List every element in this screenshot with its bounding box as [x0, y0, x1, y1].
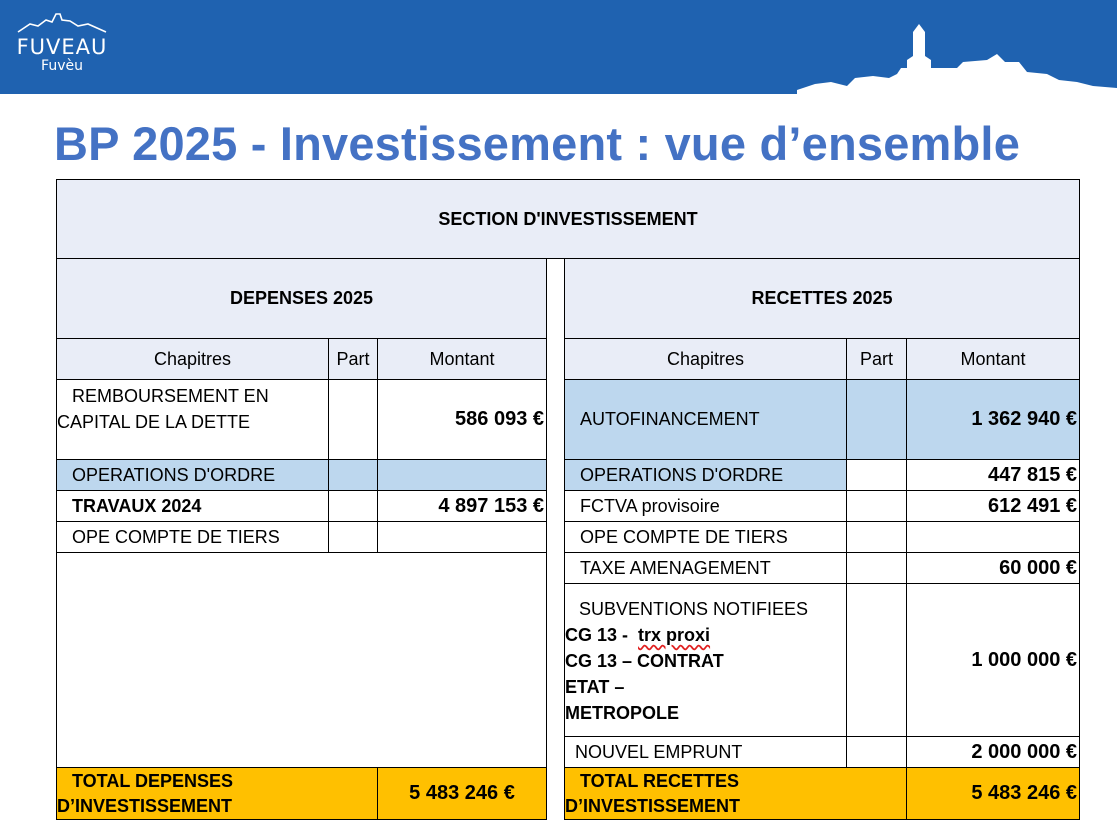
- depenses-operations-ordre-label: OPERATIONS D'ORDRE: [72, 464, 276, 485]
- village-outline-icon: [16, 12, 108, 34]
- subventions-etat: ETAT –: [565, 677, 625, 697]
- travaux-montant-value: 4 897 153 €: [438, 494, 544, 517]
- recettes-emprunt-montant: [906, 736, 1080, 768]
- subventions-metropole: METROPOLE: [565, 703, 680, 723]
- recettes-ope-compte-tiers-part: [846, 521, 907, 553]
- recettes-total-value: 5 483 246 €: [971, 782, 1077, 804]
- page-title: BP 2025 - Investissement : vue d’ensemble: [54, 117, 1021, 170]
- recettes-total-line2: D’INVESTISSEMENT: [565, 796, 741, 816]
- taxe-montant-value: 60 000 €: [999, 556, 1077, 579]
- depenses-total-label: [56, 767, 378, 820]
- depenses-ope-compte-tiers-montant: [377, 521, 547, 553]
- recettes-col-chapitres: [564, 338, 847, 380]
- recettes-fctva-part: [846, 490, 907, 522]
- recettes-total-label: [564, 767, 907, 820]
- fuveau-logo: [14, 12, 110, 84]
- village-skyline-icon: [797, 16, 1117, 94]
- recettes-col-chapitres-label: Chapitres: [666, 348, 745, 369]
- recettes-total-line1: TOTAL RECETTES: [580, 771, 740, 791]
- recettes-ope-compte-tiers-montant: [906, 521, 1080, 553]
- depenses-col-montant-label: Montant: [429, 348, 495, 369]
- depenses-header: [56, 258, 547, 339]
- depenses-header-label: DEPENSES 2025: [229, 288, 374, 308]
- subventions-title: SUBVENTIONS NOTIFIEES: [579, 599, 809, 619]
- emprunt-montant-value: 2 000 000 €: [971, 740, 1077, 763]
- recettes-col-montant: [906, 338, 1080, 380]
- recettes-row-autofinancement: [564, 379, 847, 460]
- depenses-operations-ordre-part: [328, 459, 378, 491]
- emprunt-label: NOUVEL EMPRUNT: [575, 741, 743, 762]
- subventions-cg13-word: trx proxi: [638, 625, 711, 645]
- recettes-subventions-montant: [906, 583, 1080, 737]
- recettes-header-label: RECETTES 2025: [751, 288, 893, 308]
- depenses-total-line2: D’INVESTISSEMENT: [57, 796, 233, 816]
- depenses-row-operations-ordre: [56, 459, 329, 491]
- depenses-col-part-label: Part: [336, 348, 370, 369]
- depenses-travaux-montant: [377, 490, 547, 522]
- remboursement-line1: REMBOURSEMENT EN: [72, 386, 269, 406]
- depenses-travaux-part: [328, 490, 378, 522]
- depenses-row-remboursement: [56, 379, 329, 460]
- depenses-col-montant: [377, 338, 547, 380]
- depenses-col-chapitres: [56, 338, 329, 380]
- subventions-cg13-contrat: CG 13 – CONTRAT: [565, 651, 724, 671]
- depenses-col-part: [328, 338, 378, 380]
- recettes-col-part: [846, 338, 907, 380]
- recettes-operations-ordre-label: OPERATIONS D'ORDRE: [580, 464, 784, 485]
- recettes-emprunt-part: [846, 736, 907, 768]
- subventions-cg13-proxi: [565, 622, 846, 648]
- autofinancement-label: AUTOFINANCEMENT: [580, 409, 760, 429]
- taxe-label: TAXE AMENAGEMENT: [580, 557, 771, 578]
- recettes-operations-ordre-value: 447 815 €: [988, 463, 1077, 486]
- header-banner: [0, 0, 1117, 94]
- depenses-total-value: 5 483 246 €: [409, 782, 515, 804]
- depenses-row-travaux: [56, 490, 329, 522]
- recettes-taxe-montant: [906, 552, 1080, 584]
- fctva-montant-value: 612 491 €: [988, 494, 1077, 517]
- subventions-cg13-prefix: CG 13 -: [565, 625, 639, 645]
- recettes-row-fctva: [564, 490, 847, 522]
- recettes-autofinancement-montant: [906, 379, 1080, 460]
- recettes-row-ope-compte-tiers: [564, 521, 847, 553]
- recettes-ope-compte-tiers-label: OPE COMPTE DE TIERS: [580, 526, 788, 547]
- travaux-label: TRAVAUX 2024: [72, 495, 202, 516]
- depenses-total-montant: [377, 767, 547, 820]
- depenses-operations-ordre-montant: [377, 459, 547, 491]
- depenses-ope-compte-tiers-label: OPE COMPTE DE TIERS: [72, 526, 280, 547]
- recettes-autofinancement-part: [846, 379, 907, 460]
- autofinancement-montant-value: 1 362 940 €: [971, 408, 1077, 430]
- recettes-col-montant-label: Montant: [960, 348, 1026, 369]
- recettes-total-montant: [906, 767, 1080, 820]
- remboursement-line2: CAPITAL DE LA DETTE: [57, 412, 251, 432]
- section-header-label: SECTION D'INVESTISSEMENT: [438, 208, 698, 229]
- subventions-montant-value: 1 000 000 €: [971, 648, 1077, 671]
- logo-subtitle: Fuvèu: [41, 58, 83, 74]
- depenses-row-ope-compte-tiers: [56, 521, 329, 553]
- recettes-operations-ordre-montant: [906, 459, 1080, 491]
- logo-name: FUVEAU: [16, 35, 108, 59]
- recettes-subventions-part: [846, 583, 907, 737]
- recettes-row-operations-ordre: [564, 459, 847, 491]
- remboursement-montant-value: 586 093 €: [455, 408, 544, 430]
- recettes-row-subventions: [564, 583, 847, 737]
- depenses-empty-area: [56, 552, 547, 768]
- recettes-col-part-label: Part: [859, 348, 893, 369]
- depenses-total-line1: TOTAL DEPENSES: [72, 771, 234, 791]
- section-header: [56, 179, 1080, 259]
- recettes-row-emprunt: [564, 736, 847, 768]
- fctva-label: FCTVA provisoire: [580, 495, 720, 516]
- depenses-col-chapitres-label: Chapitres: [153, 348, 232, 369]
- depenses-remboursement-part: [328, 379, 378, 460]
- recettes-header: [564, 258, 1080, 339]
- depenses-ope-compte-tiers-part: [328, 521, 378, 553]
- recettes-taxe-part: [846, 552, 907, 584]
- recettes-operations-ordre-part: [846, 459, 907, 491]
- depenses-remboursement-montant: [377, 379, 547, 460]
- recettes-fctva-montant: [906, 490, 1080, 522]
- recettes-row-taxe: [564, 552, 847, 584]
